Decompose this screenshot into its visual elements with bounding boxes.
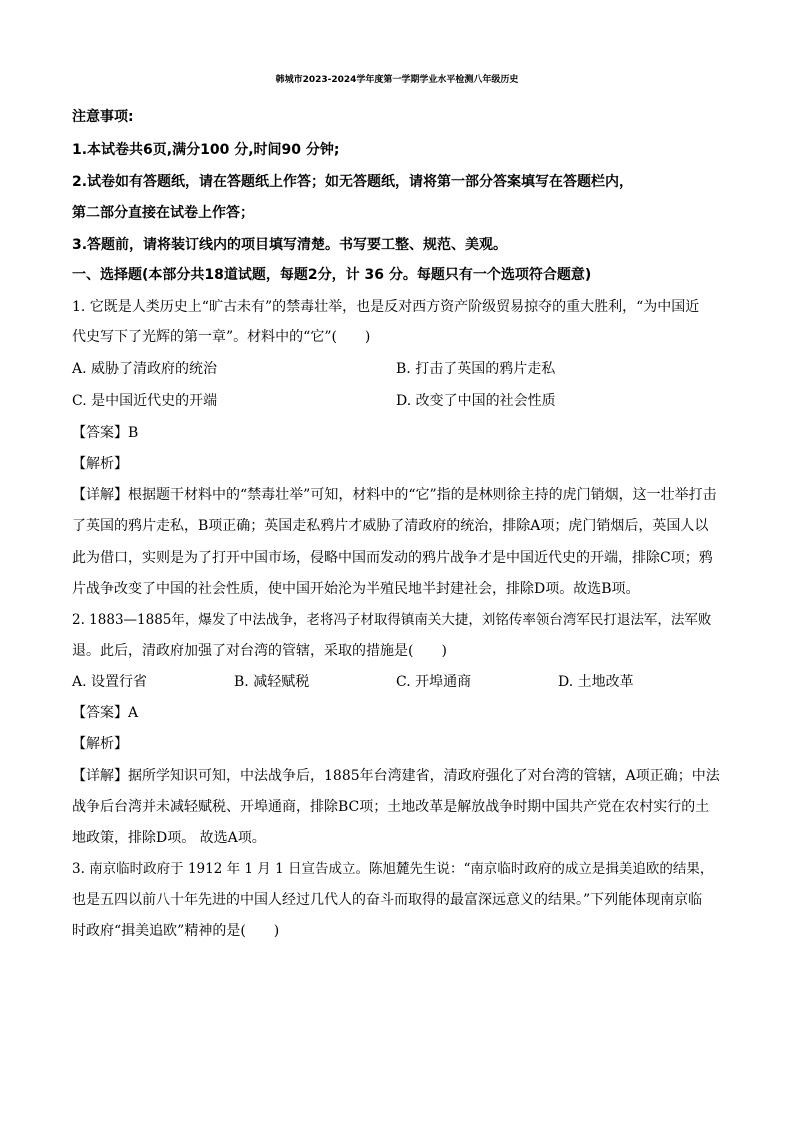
- section-heading: 一、选择题(本部分共18道试题，每题2分，计 36 分。每题只有一个选项符合题意): [72, 267, 592, 283]
- q2-detail-line-1: 【详解】据所学知识可知，中法战争后，1885年台湾建省，清政府强化了对台湾的管辖，A项正确；中法: [72, 768, 720, 784]
- q2-option-c: C. 开埠通商: [396, 674, 472, 690]
- q1-option-d: D. 改变了中国的社会性质: [396, 393, 556, 409]
- q2-answer: 【答案】A: [72, 705, 139, 721]
- notice-item-1: 1.本试卷共6页,满分100 分,时间90 分钟;: [72, 142, 340, 158]
- q1-analysis-label: 【解析】: [72, 456, 128, 472]
- q2-stem-line-2: 退。此后，清政府加强了对台湾的管辖，采取的措施是( ): [72, 643, 447, 659]
- notice-heading: 注意事项:: [72, 109, 134, 125]
- q2-option-d: D. 土地改革: [558, 674, 634, 690]
- q2-stem-line-1: 2. 1883—1885年，爆发了中法战争，老将冯子材取得镇南关大捷，刘铭传率领台湾军民打退法军，法军败: [72, 612, 712, 628]
- page-title: 韩城市2023-2024学年度第一学期学业水平检测八年级历史: [275, 75, 519, 85]
- q1-detail-line-2: 了英国的鸦片走私，B项正确；英国走私鸦片才威胁了清政府的统治，排除A项；虎门销烟后，英国人以: [72, 518, 709, 534]
- q3-stem-line-3: 时政府“揖美追欧”精神的是( ): [72, 923, 280, 939]
- q1-option-b: B. 打击了英国的鸦片走私: [396, 361, 556, 377]
- q1-answer: 【答案】B: [72, 425, 139, 441]
- q3-stem-line-1: 3. 南京临时政府于 1912 年 1 月 1 日宣告成立。陈旭麓先生说：“南京临时政府的成立是揖美追欧的结果，: [72, 861, 714, 877]
- q2-analysis-label: 【解析】: [72, 736, 128, 752]
- q1-detail-line-1: 【详解】根据题干材料中的“禁毒壮举”可知，材料中的“它”指的是林则徐主持的虎门销烟，这一壮举打击: [72, 487, 717, 503]
- q1-stem-line-2: 代史写下了光辉的第一章”。材料中的“它”( ): [72, 329, 371, 345]
- q1-stem-line-1: 1. 它既是人类历史上“旷古未有”的禁毒壮举，也是反对西方资产阶级贸易掠夺的重大胜利，“为中国近: [72, 299, 700, 315]
- q1-option-c: C. 是中国近代史的开端: [72, 393, 218, 409]
- notice-item-3: 3.答题前，请将装订线内的项目填写清楚。书写要工整、规范、美观。: [72, 237, 508, 253]
- notice-item-2-line-1: 2.试卷如有答题纸，请在答题纸上作答；如无答题纸，请将第一部分答案填写在答题栏内，: [72, 174, 634, 190]
- q2-option-a: A. 设置行省: [72, 674, 148, 690]
- q1-option-a: A. 威胁了清政府的统治: [72, 361, 218, 377]
- q2-detail-line-3: 地政策，排除D项。 故选A项。: [72, 830, 266, 846]
- q2-option-b: B. 减轻赋税: [234, 674, 310, 690]
- q2-detail-line-2: 战争后台湾并未减轻赋税、开埠通商，排除BC项；土地改革是解放战争时期中国共产党在农村实行的土: [72, 799, 710, 815]
- q1-detail-line-3: 此为借口，实则是为了打开中国市场，侵略中国而发动的鸦片战争才是中国近代史的开端，排除C项；鸦: [72, 550, 713, 566]
- q3-stem-line-2: 也是五四以前八十年先进的中国人经过几代人的奋斗而取得的最富深远意义的结果。”下列能体现南京临: [72, 892, 703, 908]
- notice-item-2-line-2: 第二部分直接在试卷上作答；: [72, 205, 254, 221]
- q1-detail-line-4: 片战争改变了中国的社会性质，使中国开始沦为半殖民地半封建社会，排除D项。故选B项。: [72, 581, 640, 597]
